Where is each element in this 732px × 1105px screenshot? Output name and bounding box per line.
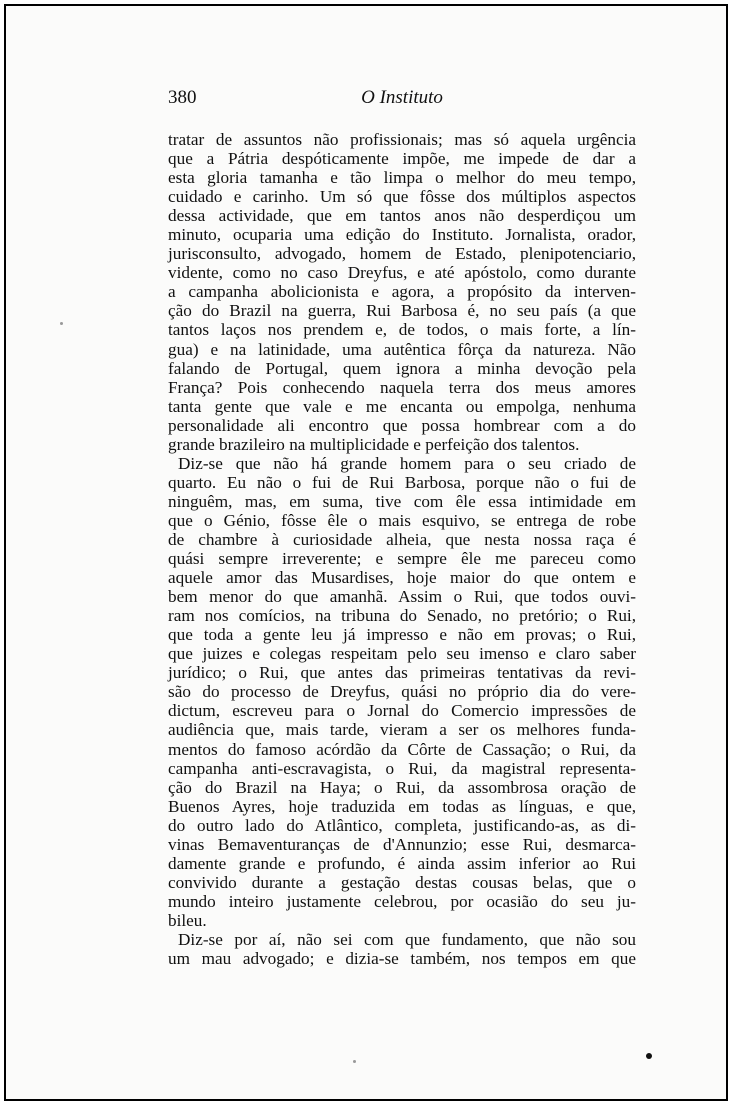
ink-speck-mark	[60, 322, 63, 325]
text-line: audiência que, mais tarde, vieram a ser os melhores funda-	[168, 720, 636, 740]
text-line: aquele amor das Musardises, hoje maior do que ontem e	[168, 568, 636, 588]
text-line: tantos laços nos prendem e, de todos, o mais forte, a lín-	[168, 320, 636, 340]
text-line: gua) e na latinidade, uma autêntica fôrça da natureza. Não	[168, 339, 636, 359]
text-line: que toda a gente leu já impresso e não em provas; o Rui,	[168, 625, 636, 645]
text-line: esta gloria tamanha e tão limpa o melhor do meu tempo,	[168, 168, 636, 188]
text-line: Diz-se por aí, não sei com que fundamento, que não sou	[178, 929, 636, 949]
text-line: damente grande e profundo, é ainda assim inferior ao Rui	[168, 853, 636, 873]
text-line: cuidado e carinho. Um só que fôsse dos múltiplos aspectos	[168, 187, 636, 207]
body-text	[168, 130, 636, 968]
text-line: Diz-se que não há grande homem para o seu criado de	[178, 453, 636, 473]
text-line: vinas Bemaventuranças de d'Annunzio; esse Rui, desmarca-	[168, 834, 636, 854]
ink-speck-mark	[353, 1060, 356, 1063]
text-line: ção do Brazil na guerra, Rui Barbosa é, no seu país (a que	[168, 301, 636, 321]
text-line: jurisconsulto, advogado, homem de Estado, plenipotenciario,	[168, 244, 636, 264]
text-line: quarto. Eu não o fui de Rui Barbosa, porque não o fui de	[168, 472, 636, 492]
text-line: jurídico; o Rui, que antes das primeiras tentativas da revi-	[168, 663, 636, 683]
text-line: um mau advogado; e dizia-se também, nos tempos em que	[168, 949, 636, 969]
text-line: tratar de assuntos não profissionais; mas só aquela urgência	[168, 130, 636, 149]
text-line: bileu.	[168, 910, 207, 930]
text-line: que o Génio, fôsse êle o mais esquivo, se entrega de robe	[168, 510, 636, 530]
text-line: ninguêm, mas, em suma, tive com êle essa intimidade em	[168, 491, 636, 511]
text-line: bem menor do que amanhã. Assim o Rui, que todos ouvi-	[168, 587, 636, 607]
text-line: campanha anti-escravagista, o Rui, da magistral representa-	[168, 758, 636, 778]
text-line: personalidade ali encontro que possa hombrear com a do	[168, 415, 636, 435]
text-line: Buenos Ayres, hoje traduzida em todas as línguas, e que,	[168, 796, 636, 816]
text-line: são do processo de Dreyfus, quási no próprio dia do vere-	[168, 682, 636, 702]
text-line: ram nos comícios, na tribuna do Senado, no pretório; o Rui,	[168, 606, 636, 626]
text-line: do outro lado do Atlântico, completa, justificando-as, as di-	[168, 815, 636, 835]
ink-blot-mark	[646, 1053, 652, 1059]
text-line: quási sempre irreverente; e sempre êle me pareceu como	[168, 549, 636, 569]
text-line: que juizes e colegas respeitam pelo seu imenso e claro saber	[168, 644, 636, 664]
text-line: minuto, ocuparia uma edição do Instituto. Jornalista, orador,	[168, 225, 636, 245]
running-title: O Instituto	[361, 87, 443, 108]
text-line: grande brazileiro na multiplicidade e perfeição dos talentos.	[168, 434, 580, 454]
text-line: França? Pois conhecendo naquela terra dos meus amores	[168, 377, 636, 397]
page-header	[168, 87, 636, 113]
text-line: ção do Brazil na Haya; o Rui, da assombrosa oração de	[168, 777, 636, 797]
text-line: mundo inteiro justamente celebrou, por ocasião do seu ju-	[168, 891, 636, 911]
text-line: dictum, escreveu para o Jornal do Comercio impressões de	[168, 701, 636, 721]
text-line: convivido durante a gestação destas cousas belas, que o	[168, 872, 636, 892]
text-line: que a Pátria despóticamente impõe, me impede de dar a	[168, 149, 636, 169]
text-line: mentos do famoso acórdão da Côrte de Cassação; o Rui, da	[168, 739, 636, 759]
page-number: 380	[168, 87, 197, 108]
text-line: vidente, como no caso Dreyfus, e até apóstolo, como durante	[168, 263, 636, 283]
text-line: falando de Portugal, quem ignora a minha devoção pela	[168, 358, 636, 378]
text-line: a campanha abolicionista e agora, a propósito da interven-	[168, 282, 636, 302]
text-line: tanta gente que vale e me encanta ou empolga, nenhuma	[168, 396, 636, 416]
text-line: dessa actividade, que em tantos anos não desperdiçou um	[168, 206, 636, 226]
text-line: de chambre à curiosidade alheia, que nesta nossa raça é	[168, 529, 636, 549]
